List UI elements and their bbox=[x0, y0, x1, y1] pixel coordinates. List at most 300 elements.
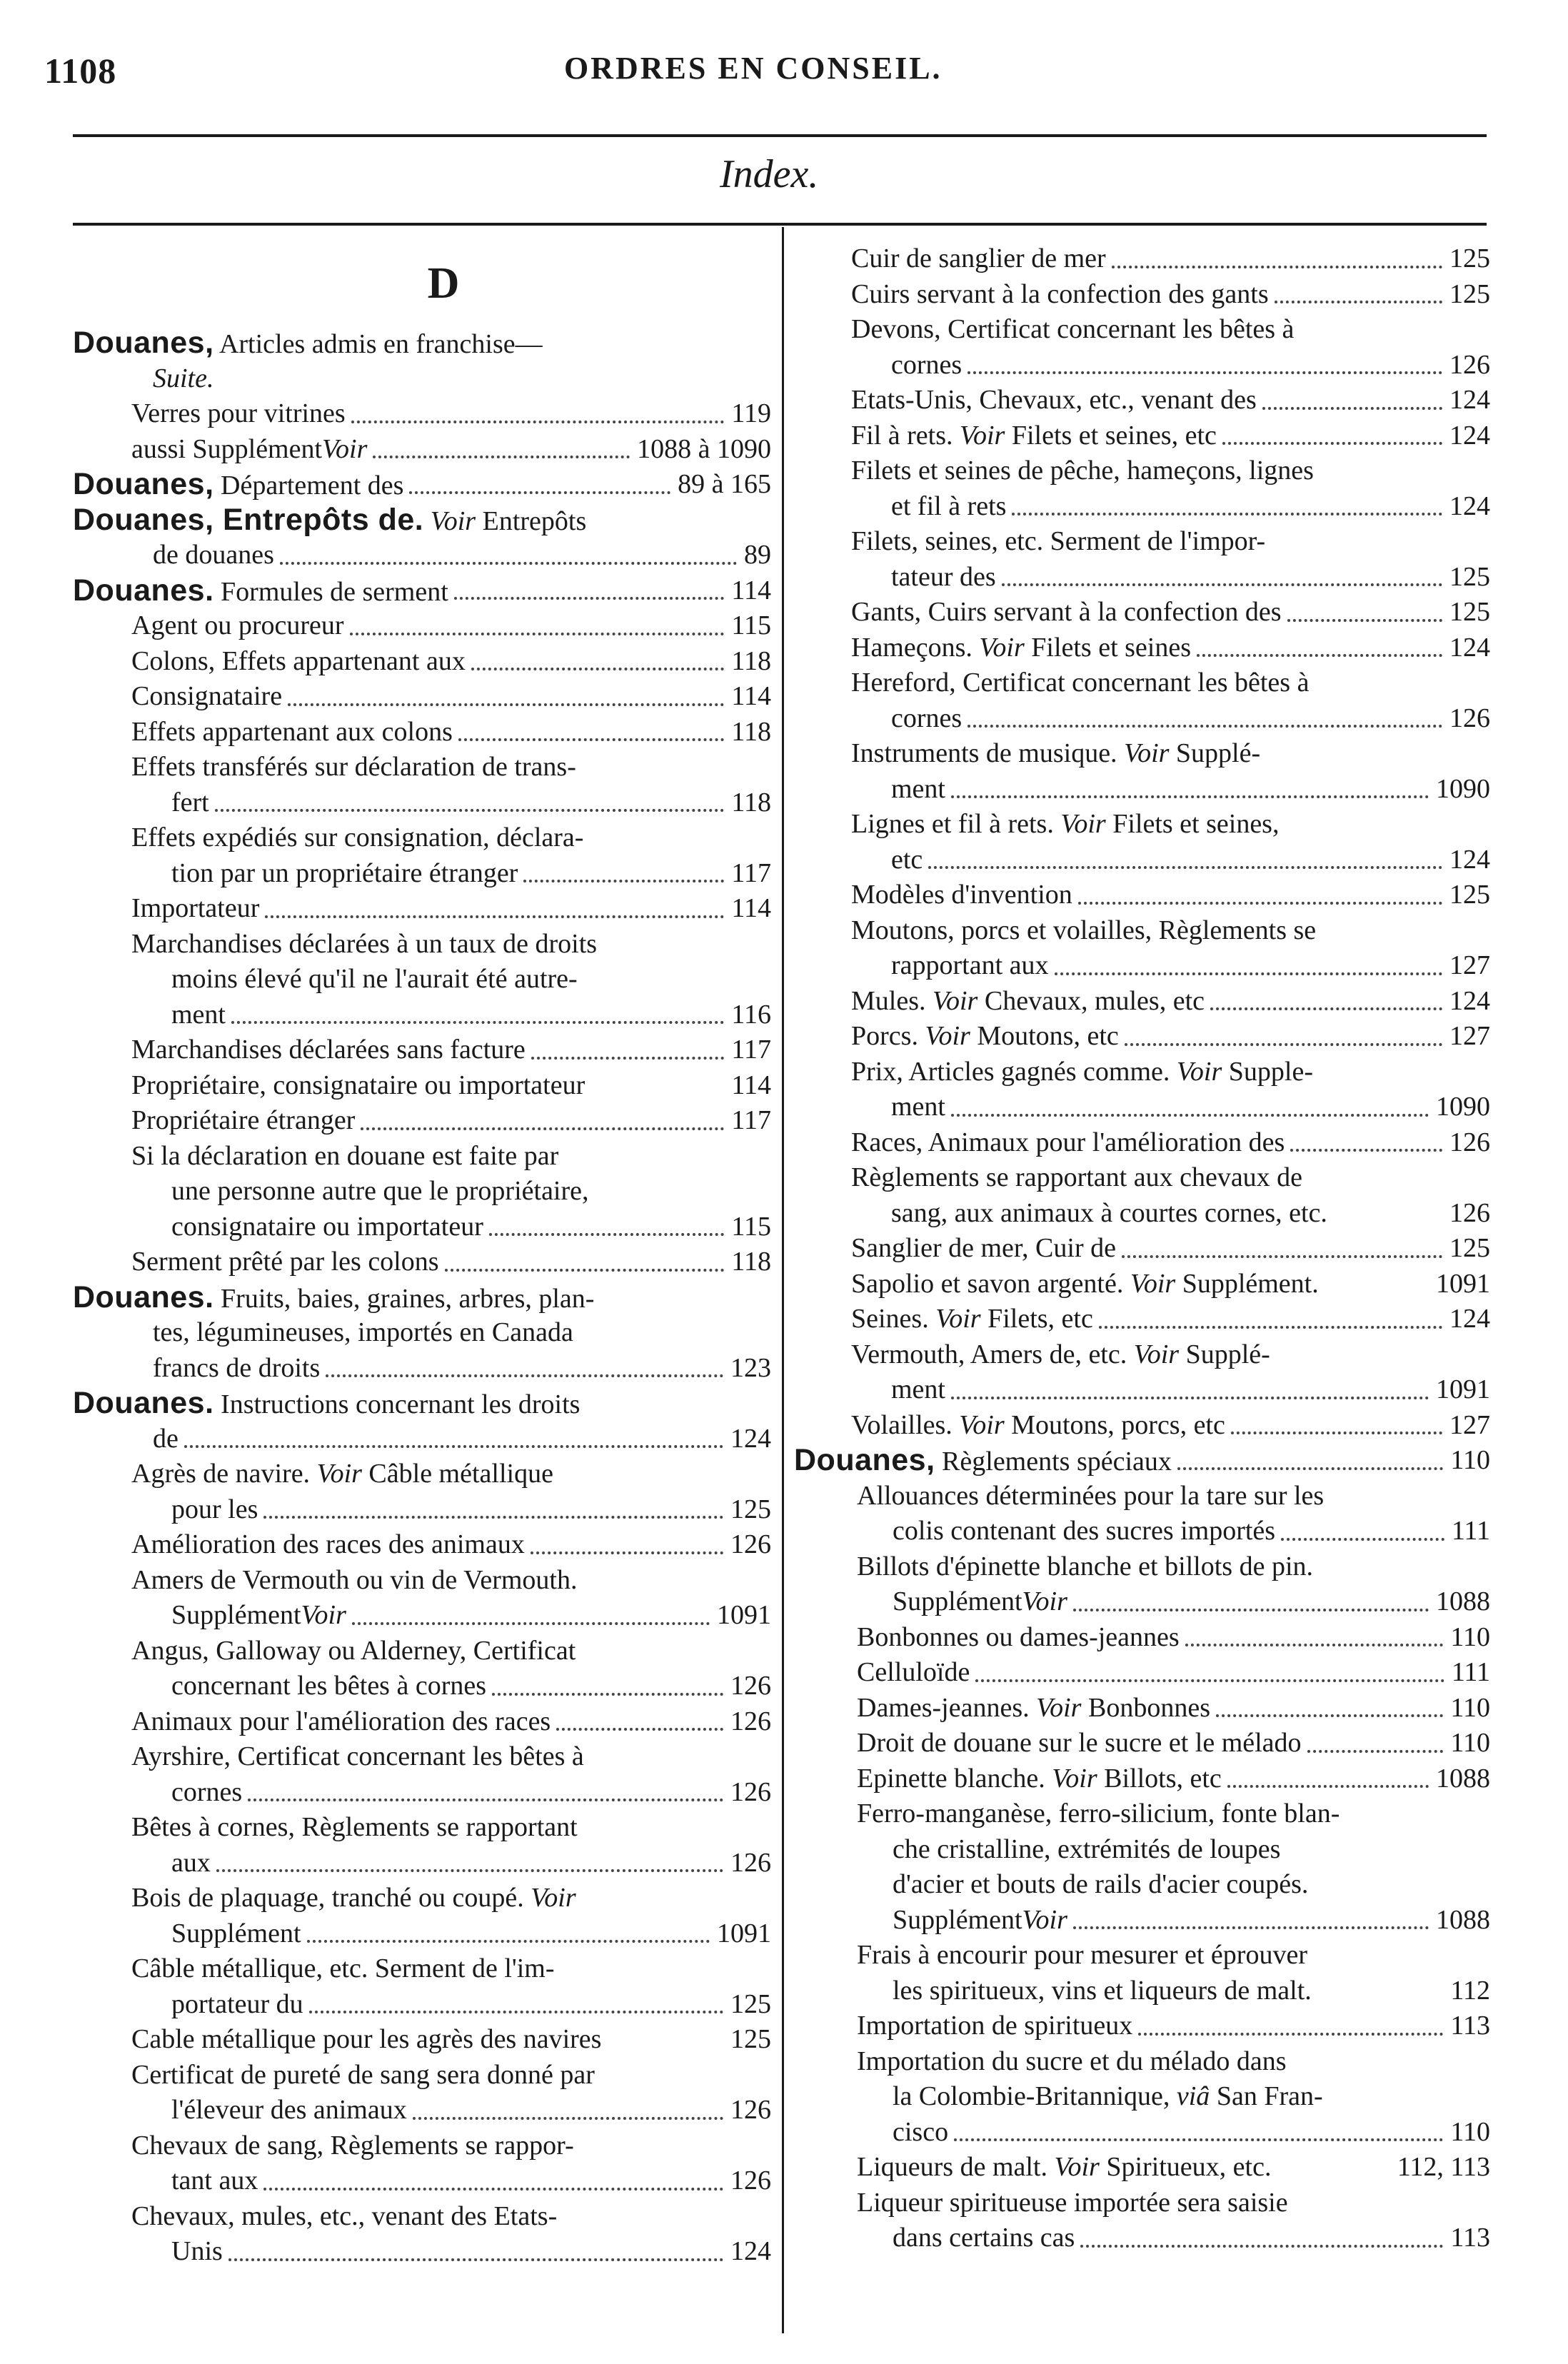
index-entry bbox=[794, 1620, 1490, 1656]
page-ref: 125 bbox=[730, 1494, 771, 1524]
index-entry bbox=[73, 1669, 771, 1704]
dot-leader bbox=[968, 725, 1442, 728]
index-entry bbox=[73, 467, 771, 503]
index-entry bbox=[73, 432, 771, 468]
entry-label: Supplément bbox=[171, 1600, 301, 1630]
dot-leader bbox=[309, 2011, 723, 2013]
entry-text bbox=[153, 1424, 179, 1454]
index-entry bbox=[73, 1209, 771, 1245]
entry-label: Propriétaire étranger bbox=[131, 1105, 356, 1135]
dot-leader bbox=[1073, 1926, 1429, 1929]
entry-text bbox=[851, 1269, 1319, 1299]
entry-heading: Douanes, Entrepôts de. bbox=[73, 502, 424, 537]
index-entry bbox=[794, 560, 1490, 595]
index-entry bbox=[794, 277, 1490, 313]
index-entry bbox=[794, 312, 1490, 348]
entry-label: Importation de spiritueux bbox=[857, 2011, 1133, 2041]
entry-label: tant aux bbox=[171, 2166, 258, 2195]
entry-label: Billots d'épinette blanche et billots de pin. bbox=[857, 1551, 1314, 1581]
entry-label: Chevaux de sang, Règlements se rappor- bbox=[131, 2130, 574, 2161]
page-ref: 1091 bbox=[717, 1600, 771, 1630]
dot-leader bbox=[492, 1693, 723, 1696]
dot-leader bbox=[1227, 1785, 1429, 1788]
entry-text bbox=[851, 1021, 1119, 1051]
entry-label: fert bbox=[171, 787, 209, 818]
index-entry bbox=[73, 1315, 771, 1351]
index-entry bbox=[73, 1987, 771, 2023]
index-entry bbox=[73, 1103, 771, 1139]
entry-voir: Voir bbox=[1022, 1904, 1067, 1935]
index-entry bbox=[73, 1527, 771, 1563]
dot-leader bbox=[1073, 1609, 1429, 1611]
dot-leader bbox=[1125, 1043, 1442, 1046]
index-entry bbox=[794, 984, 1490, 1020]
entry-text bbox=[131, 2060, 595, 2090]
entry-label-cont: Bonbonnes bbox=[1081, 1692, 1210, 1723]
running-title: ORDRES EN CONSEIL. bbox=[564, 51, 943, 86]
entry-text bbox=[171, 2095, 407, 2125]
entry-text bbox=[893, 1976, 1312, 2006]
entry-label: rapportant aux bbox=[891, 950, 1049, 980]
entry-label: Hameçons. bbox=[851, 632, 980, 663]
entry-label: Propriétaire, consignataire ou importateur bbox=[131, 1070, 586, 1100]
entry-text bbox=[851, 526, 1265, 556]
page-ref: 126 bbox=[1449, 1197, 1490, 1228]
entry-text bbox=[851, 1339, 1270, 1369]
entry-text bbox=[891, 950, 1049, 980]
page-ref: 125 bbox=[1449, 561, 1490, 592]
entry-label: Bonbonnes ou dames-jeannes bbox=[857, 1621, 1180, 1652]
entry-label: cisco bbox=[893, 2116, 949, 2147]
entry-text bbox=[857, 1940, 1307, 1970]
page-ref: 110 bbox=[1450, 2116, 1490, 2147]
index-entry bbox=[73, 1563, 771, 1599]
entry-voir: Voir bbox=[301, 1600, 346, 1630]
entry-label: cornes bbox=[171, 1776, 243, 1807]
index-entry bbox=[73, 1634, 771, 1669]
index-entry bbox=[794, 2115, 1490, 2151]
section-letter: D bbox=[427, 259, 460, 308]
dot-leader bbox=[184, 1445, 723, 1448]
index-entry bbox=[794, 1125, 1490, 1161]
entry-label: de bbox=[153, 1423, 179, 1454]
index-entry bbox=[73, 715, 771, 750]
entry-text bbox=[893, 2117, 948, 2147]
index-entry bbox=[73, 326, 771, 361]
entry-label-cont: Filets, etc bbox=[980, 1304, 1093, 1334]
index-entry bbox=[73, 1457, 771, 1492]
entry-label: Fil à rets. bbox=[851, 420, 960, 451]
entry-label: Effets appartenant aux colons bbox=[131, 716, 453, 747]
index-entry bbox=[73, 1386, 771, 1422]
page-ref: 110 bbox=[1450, 1621, 1490, 1652]
index-entry bbox=[794, 1337, 1490, 1373]
entry-label: Moutons, porcs et volailles, Règlements se bbox=[851, 915, 1317, 945]
dot-leader bbox=[1210, 1007, 1442, 1010]
page-ref: 118 bbox=[731, 787, 771, 818]
page-ref: 127 bbox=[1449, 950, 1490, 980]
dot-leader bbox=[280, 562, 737, 565]
entry-label: Consignataire bbox=[131, 681, 283, 711]
entry-text bbox=[851, 314, 1294, 344]
entry-voir: Voir bbox=[1060, 809, 1106, 839]
index-entry bbox=[73, 1739, 771, 1775]
page-ref: 114 bbox=[731, 575, 771, 605]
page-ref: 113 bbox=[1450, 2011, 1490, 2041]
index-entry bbox=[794, 453, 1490, 489]
entry-label: francs de droits bbox=[153, 1352, 321, 1383]
page-ref: 117 bbox=[731, 1035, 771, 1065]
index-entry bbox=[794, 630, 1490, 666]
entry-label: Agrès de navire. bbox=[131, 1459, 317, 1489]
dot-leader bbox=[1055, 972, 1442, 975]
entry-label: Races, Animaux pour l'amélioration des bbox=[851, 1127, 1285, 1157]
index-entry bbox=[73, 1244, 771, 1280]
entry-voir: Voir bbox=[316, 1459, 362, 1489]
entry-label: Amélioration des races des animaux bbox=[131, 1529, 525, 1559]
entry-text bbox=[851, 597, 1282, 627]
index-entry bbox=[794, 736, 1490, 772]
entry-text bbox=[153, 540, 274, 570]
index-entry bbox=[73, 679, 771, 715]
page-ref: 114 bbox=[731, 893, 771, 923]
dot-leader bbox=[215, 809, 725, 812]
index-entry bbox=[794, 1584, 1490, 1620]
page-ref: 124 bbox=[1449, 844, 1490, 875]
index-entry bbox=[794, 807, 1490, 843]
index-entry bbox=[794, 2186, 1490, 2221]
page-ref: 124 bbox=[1449, 420, 1490, 451]
entry-text bbox=[893, 1834, 1280, 1864]
page-ref: 1090 bbox=[1436, 1092, 1490, 1122]
entry-text bbox=[73, 326, 543, 360]
index-entry bbox=[794, 1973, 1490, 2009]
page-ref: 126 bbox=[730, 1529, 771, 1559]
entry-text bbox=[131, 1706, 551, 1736]
entry-label: Instruments de musique. bbox=[851, 738, 1125, 768]
entry-text bbox=[851, 1304, 1093, 1334]
index-entry bbox=[73, 2022, 771, 2058]
entry-text bbox=[171, 1212, 483, 1242]
entry-label: l'éleveur des animaux bbox=[171, 2095, 407, 2125]
entry-text bbox=[171, 858, 518, 888]
entry-label: Ferro-manganèse, ferro-silicium, fonte blan- bbox=[857, 1799, 1340, 1829]
header-rule bbox=[73, 134, 1487, 137]
entry-text bbox=[171, 1777, 242, 1807]
entry-label: Etats-Unis, Chevaux, etc., venant des bbox=[851, 385, 1257, 415]
dot-leader bbox=[458, 738, 725, 741]
entry-text bbox=[891, 491, 1006, 521]
column-divider bbox=[782, 227, 784, 2333]
entry-label: cornes bbox=[891, 703, 963, 733]
dot-leader bbox=[951, 1114, 1429, 1117]
entry-label: Règlements spéciaux bbox=[935, 1447, 1172, 1477]
page-ref: 126 bbox=[1449, 703, 1490, 733]
index-entry bbox=[73, 856, 771, 892]
index-entry bbox=[73, 538, 771, 573]
page-ref: 116 bbox=[731, 999, 771, 1030]
entry-text bbox=[893, 2223, 1075, 2253]
index-entry bbox=[794, 1796, 1490, 1832]
entry-label: Certificat de pureté de sang sera donné par bbox=[131, 2059, 595, 2090]
index-entry bbox=[73, 1881, 771, 1916]
entry-label: concernant les bêtes à cornes bbox=[171, 1671, 487, 1701]
entry-text bbox=[131, 1459, 553, 1489]
entry-text bbox=[171, 2236, 223, 2266]
entry-label: Filets et seines de pêche, hameçons, lignes bbox=[851, 456, 1314, 486]
index-entry bbox=[794, 241, 1490, 277]
dot-leader bbox=[350, 633, 725, 635]
entry-text bbox=[131, 1636, 576, 1666]
entry-text bbox=[893, 1869, 1308, 1899]
entry-text bbox=[891, 845, 923, 875]
entry-label-cont: Filets et seines, etc bbox=[1005, 420, 1217, 451]
page-ref: 125 bbox=[730, 1988, 771, 2019]
entry-text bbox=[891, 562, 996, 592]
entry-text bbox=[131, 681, 282, 711]
entry-text bbox=[131, 398, 346, 428]
index-rule bbox=[73, 223, 1487, 226]
dot-leader bbox=[1002, 583, 1442, 586]
entry-text bbox=[857, 1622, 1180, 1652]
dot-leader bbox=[556, 1728, 723, 1731]
entry-text bbox=[851, 421, 1217, 451]
dot-leader bbox=[1080, 2245, 1443, 2248]
index-entry bbox=[73, 396, 771, 432]
entry-label: Liqueur spiritueuse importée sera saisie bbox=[857, 2187, 1288, 2218]
page-ref: 1091 bbox=[1436, 1268, 1490, 1299]
entry-text bbox=[131, 1883, 576, 1913]
dot-leader bbox=[1290, 1149, 1442, 1152]
entry-label-cont: Chevaux, mules, etc bbox=[978, 985, 1205, 1016]
page-ref: 126 bbox=[730, 2095, 771, 2125]
index-entry bbox=[73, 1174, 771, 1209]
dot-leader bbox=[1012, 513, 1442, 515]
entry-label: Cuir de sanglier de mer bbox=[851, 243, 1106, 273]
index-entry bbox=[794, 665, 1490, 701]
index-entry bbox=[794, 383, 1490, 418]
entry-label: Hereford, Certificat concernant les bêtes à bbox=[851, 668, 1310, 698]
index-entry bbox=[794, 1160, 1490, 1196]
entry-label: Règlements se rapportant aux chevaux de bbox=[851, 1162, 1303, 1192]
index-entry bbox=[73, 1810, 771, 1846]
dot-leader bbox=[373, 456, 630, 458]
entry-text bbox=[131, 1035, 526, 1065]
entry-label: ment bbox=[171, 999, 226, 1030]
entry-voir: Voir bbox=[1176, 1056, 1222, 1087]
entry-label: d'acier et bouts de rails d'acier coupés. bbox=[893, 1869, 1309, 1899]
entry-label: Lignes et fil à rets. bbox=[851, 809, 1061, 839]
index-entry bbox=[73, 361, 771, 397]
page-ref: 124 bbox=[730, 2236, 771, 2266]
index-entry bbox=[73, 2163, 771, 2199]
entry-label: Animaux pour l'amélioration des races bbox=[131, 1706, 551, 1736]
index-entry bbox=[73, 1068, 771, 1104]
entry-text bbox=[891, 1092, 945, 1122]
dot-leader bbox=[531, 1057, 725, 1060]
entry-label bbox=[423, 506, 431, 536]
entry-text bbox=[131, 1070, 585, 1100]
entry-text bbox=[131, 893, 259, 923]
entry-label: Bêtes à cornes, Règlements se rapportant bbox=[131, 1812, 578, 1842]
entry-text bbox=[73, 502, 587, 537]
page-ref: 126 bbox=[1449, 1127, 1490, 1157]
entry-text bbox=[851, 986, 1205, 1016]
entry-text bbox=[851, 1162, 1302, 1192]
entry-text bbox=[73, 1386, 581, 1420]
page-ref: 115 bbox=[731, 610, 771, 640]
page-ref: 112, 113 bbox=[1397, 2152, 1490, 2182]
entry-label: Fruits, baies, graines, arbres, plan- bbox=[213, 1283, 595, 1314]
entry-label: Articles admis en franchise— bbox=[213, 329, 543, 359]
page-ref: 118 bbox=[731, 1247, 771, 1277]
entry-text bbox=[851, 1410, 1225, 1440]
entry-text bbox=[891, 350, 962, 380]
index-entry bbox=[794, 2044, 1490, 2080]
entry-text bbox=[171, 788, 209, 818]
entry-text bbox=[851, 915, 1316, 945]
dot-leader bbox=[288, 703, 724, 706]
index-entry bbox=[73, 927, 771, 962]
page-ref: 110 bbox=[1450, 1728, 1490, 1758]
entry-label: Marchandises déclarées à un taux de droits bbox=[131, 928, 598, 959]
page-ref: 124 bbox=[1449, 491, 1490, 521]
entry-text bbox=[893, 2081, 1323, 2111]
entry-label-cont: Moutons, etc bbox=[970, 1021, 1119, 1051]
entry-label: che cristalline, extrémités de loupes bbox=[893, 1834, 1281, 1864]
entry-label: ment bbox=[891, 773, 945, 804]
entry-voir: Voir bbox=[959, 1409, 1005, 1440]
entry-heading: Douanes, bbox=[794, 1443, 935, 1477]
dot-leader bbox=[351, 421, 725, 423]
index-entry bbox=[794, 843, 1490, 878]
entry-label: Supplément bbox=[893, 1904, 1022, 1935]
dot-leader bbox=[523, 880, 724, 882]
entry-label: les spiritueux, vins et liqueurs de malt. bbox=[893, 1975, 1312, 2006]
index-entry bbox=[794, 1302, 1490, 1337]
index-entry bbox=[794, 2079, 1490, 2115]
index-entry bbox=[794, 913, 1490, 949]
entry-label: Chevaux, mules, etc., venant des Etats- bbox=[131, 2200, 558, 2231]
page-ref: 112 bbox=[1450, 1975, 1490, 2006]
index-entry bbox=[794, 1903, 1490, 1938]
entry-text bbox=[857, 1728, 1302, 1758]
entry-text bbox=[893, 1586, 1067, 1616]
index-entry bbox=[794, 348, 1490, 383]
index-entry bbox=[794, 1514, 1490, 1549]
entry-text bbox=[171, 1848, 211, 1878]
page-ref: 125 bbox=[1449, 880, 1490, 910]
entry-voir: Voir bbox=[933, 985, 978, 1016]
entry-text bbox=[857, 2152, 1271, 2182]
dot-leader bbox=[1287, 619, 1442, 622]
index-entry bbox=[794, 595, 1490, 630]
entry-label: Cuirs servant à la confection des gants bbox=[851, 278, 1269, 309]
index-entry bbox=[794, 489, 1490, 525]
index-entry bbox=[794, 948, 1490, 984]
index-entry bbox=[794, 1267, 1490, 1302]
entry-label: Celluloïde bbox=[857, 1657, 970, 1687]
index-entry bbox=[794, 1372, 1490, 1408]
page-ref: 110 bbox=[1450, 1692, 1490, 1723]
entry-text bbox=[891, 774, 945, 804]
entry-voir: Suite. bbox=[153, 363, 214, 393]
entry-label: Si la déclaration en douane est faite par bbox=[131, 1140, 559, 1171]
dot-leader bbox=[975, 1679, 1444, 1682]
dot-leader bbox=[1112, 266, 1442, 268]
entry-text bbox=[891, 1374, 945, 1404]
entry-label: Frais à encourir pour mesurer et éprouver bbox=[857, 1940, 1307, 1970]
entry-voir: Voir bbox=[925, 1021, 970, 1051]
dot-leader bbox=[248, 1799, 723, 1801]
entry-voir: Voir bbox=[1054, 2152, 1100, 2182]
entry-text bbox=[891, 703, 962, 733]
entry-label: Dames-jeannes. bbox=[857, 1692, 1037, 1723]
page-ref: 1091 bbox=[1436, 1374, 1490, 1404]
entry-label: Porcs. bbox=[851, 1021, 925, 1051]
entry-label: Devons, Certificat concernant les bêtes à bbox=[851, 314, 1295, 344]
index-entry bbox=[73, 997, 771, 1033]
index-column-left bbox=[73, 241, 771, 2340]
entry-text bbox=[131, 434, 367, 464]
entry-label: pour les bbox=[171, 1494, 258, 1524]
index-entry bbox=[73, 2058, 771, 2093]
entry-label: aussi Supplément bbox=[131, 433, 323, 464]
page-ref: 1088 à 1090 bbox=[637, 433, 771, 464]
entry-text bbox=[857, 1693, 1210, 1723]
index-entry bbox=[73, 1139, 771, 1175]
index-entry bbox=[73, 1704, 771, 1740]
index-entry bbox=[794, 1938, 1490, 1973]
entry-voir: Voir bbox=[322, 433, 368, 464]
entry-text bbox=[171, 1494, 258, 1524]
entry-text bbox=[171, 1671, 486, 1701]
entry-label: Droit de douane sur le sucre et le mélado bbox=[857, 1728, 1302, 1758]
page-ref: 125 bbox=[1449, 243, 1490, 273]
index-entry bbox=[794, 1443, 1490, 1479]
entry-voir: Voir bbox=[1124, 738, 1170, 768]
entry-voir: Voir bbox=[430, 506, 476, 536]
entry-label-cont: Filets et seines bbox=[1024, 632, 1192, 663]
entry-text bbox=[171, 1600, 346, 1630]
entry-text bbox=[171, 1000, 226, 1030]
page-ref: 1091 bbox=[717, 1918, 771, 1948]
entry-text bbox=[891, 1198, 1327, 1228]
entry-label: Effets transférés sur déclaration de trans- bbox=[131, 752, 576, 782]
entry-label: Volailles. bbox=[851, 1409, 960, 1440]
entry-label: Importateur bbox=[131, 893, 260, 923]
entry-heading: Douanes, bbox=[73, 326, 214, 360]
index-entry bbox=[794, 1761, 1490, 1797]
entry-label: Gants, Cuirs servant à la confection des bbox=[851, 597, 1282, 627]
index-entry bbox=[794, 2220, 1490, 2256]
entry-text bbox=[794, 1443, 1172, 1477]
entry-text bbox=[131, 1141, 558, 1171]
page-ref: 118 bbox=[731, 716, 771, 747]
entry-label: Supplément bbox=[171, 1918, 301, 1948]
entry-label: consignataire ou importateur bbox=[171, 1211, 483, 1242]
dot-leader bbox=[361, 1127, 724, 1130]
entry-label: Département des bbox=[213, 471, 404, 501]
entry-text bbox=[857, 1481, 1324, 1511]
entry-label: Supplément bbox=[893, 1586, 1022, 1616]
dot-leader bbox=[263, 1516, 723, 1519]
entry-label: Prix, Articles gagnés comme. bbox=[851, 1056, 1177, 1087]
index-entry bbox=[73, 1280, 771, 1316]
entry-label: Instructions concernant les droits bbox=[213, 1389, 581, 1419]
entry-label: une personne autre que le propriétaire, bbox=[171, 1176, 589, 1206]
entry-label: Agent ou procureur bbox=[131, 610, 344, 640]
